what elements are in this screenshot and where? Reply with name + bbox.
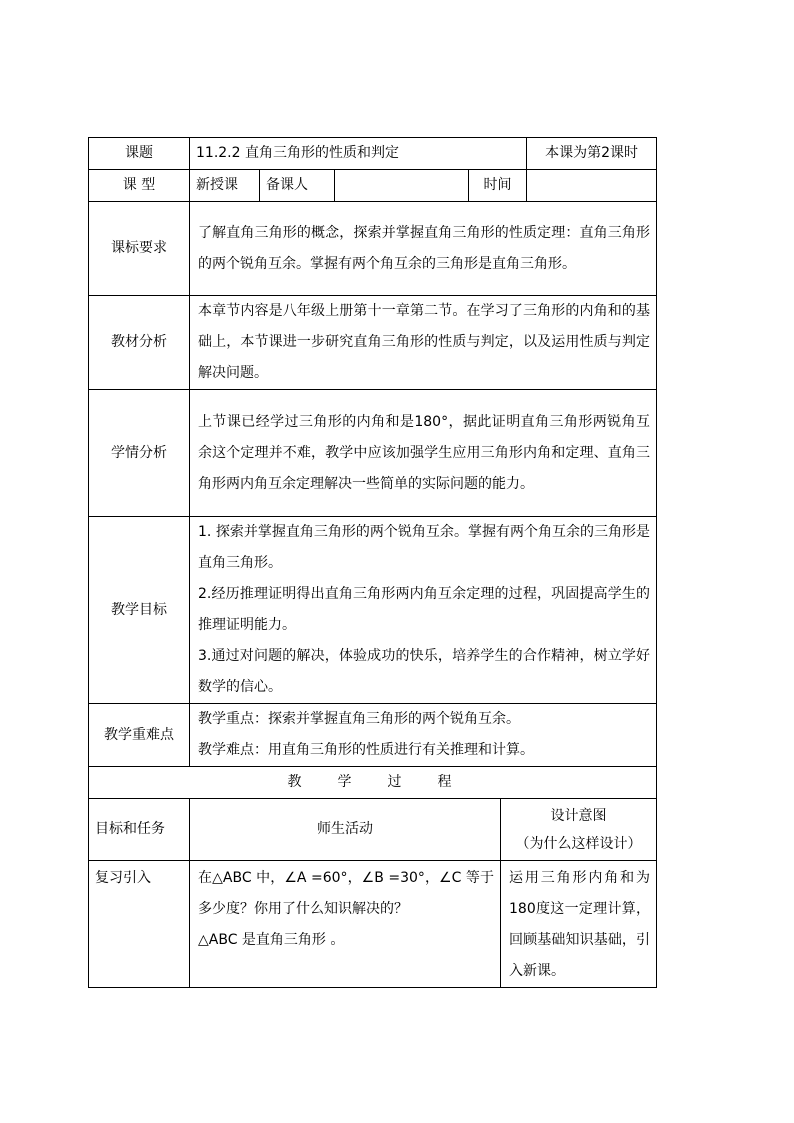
key-points-cell [190,704,657,767]
review-intent: 运用三角形内角和为180度这一定理计算，回顾基础知识基础，引入新课。 [501,861,657,988]
goals-label: 教学目标 [89,517,190,704]
activity-column-header: 师生活动 [190,799,501,861]
curriculum-row [89,202,657,296]
goals-row [89,517,657,704]
process-title: 教学过程 [89,767,657,799]
lesson-note: 本课为第2课时 [527,138,657,170]
type-value: 新授课 [190,170,260,202]
teaching-difficulty: 教学难点：用直角三角形的性质进行有关推理和计算。 [198,742,534,758]
curriculum-label: 课标要求 [89,202,190,296]
intent-header-line1: 设计意图 [550,807,607,824]
review-activity [190,861,501,988]
curriculum-text: 了解直角三角形的概念，探索并掌握直角三角形的性质定理：直角三角形的两个锐角互余。掌握有两个角互余的三角形是直角三角形。 [190,202,657,296]
key-points-row [89,704,657,767]
topic-row [89,138,657,170]
time-value [527,170,657,202]
process-header-row [89,799,657,861]
textbook-label: 教材分析 [89,296,190,390]
goal-item: 3.通过对问题的解决，体验成功的快乐，培养学生的合作精神，树立学好数学的信心。 [198,648,651,695]
lesson-plan-table [88,137,657,988]
students-label: 学情分析 [89,390,190,517]
teaching-focus: 教学重点：探索并掌握直角三角形的两个锐角互余。 [198,711,520,727]
preparer-value [335,170,469,202]
goals-cell [190,517,657,704]
review-activity-question: 在△ABC 中，∠A =60°，∠B =30°，∠C 等于多少度？你用了什么知识解决的？ [198,870,494,917]
topic-value: 11.2.2 直角三角形的性质和判定 [190,138,527,170]
type-row [89,170,657,202]
textbook-row [89,296,657,390]
goal-item: 1. 探索并掌握直角三角形的两个锐角互余。掌握有两个角互余的三角形是直角三角形。 [198,524,651,571]
students-text: 上节课已经学过三角形的内角和是180°，据此证明直角三角形两锐角互余这个定理并不难，教学中应该加强学生应用三角形内角和定理、直角三角形两内角互余定理解决一些简单的实际问题的能力。 [190,390,657,517]
key-points-label: 教学重难点 [89,704,190,767]
type-label: 课 型 [89,170,190,202]
textbook-text: 本章节内容是八年级上册第十一章第二节。在学习了三角形的内角和的基础上，本节课进一步研究直角三角形的性质与判定，以及运用性质与判定解决问题。 [190,296,657,390]
preparer-label: 备课人 [260,170,335,202]
review-row [89,861,657,988]
review-goal: 复习引入 [89,861,190,988]
goal-item: 2.经历推理证明得出直角三角形两内角互余定理的过程，巩固提高学生的推理证明能力。 [198,586,651,633]
goal-column-header: 目标和任务 [89,799,190,861]
time-label: 时间 [469,170,527,202]
intent-column-header [501,799,657,861]
process-title-row [89,767,657,799]
intent-header-line2: （为什么这样设计） [515,835,642,852]
topic-label: 课题 [89,138,190,170]
review-activity-answer: △ABC 是直角三角形 。 [198,932,345,948]
students-row [89,390,657,517]
